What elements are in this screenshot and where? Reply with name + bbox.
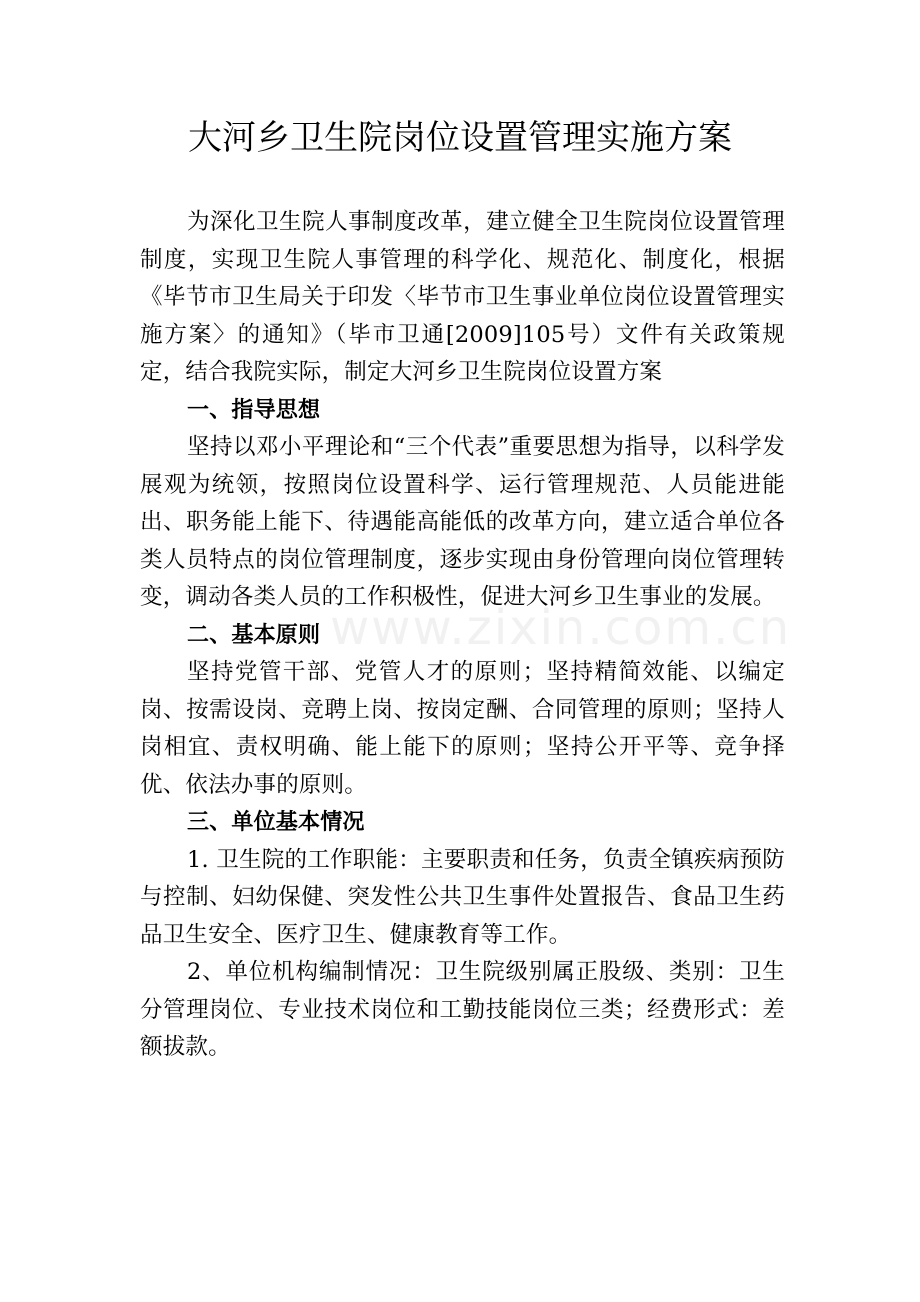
intro-paragraph: 为深化卫生院人事制度改革，建立健全卫生院岗位设置管理制度，实现卫生院人事管理的科学化、规范化、制度化，根据《毕节市卫生局关于印发〈毕节市卫生事业单位岗位设置管理实施方案〉的通知》（毕市卫通[2009]105号）文件有关政策规定，结合我院实际，制定大河乡卫生院岗位设置方案 — [140, 209, 785, 385]
unit-staffing-paragraph: 2、单位机构编制情况：卫生院级别属正股级、类别：卫生分管理岗位、专业技术岗位和工勤技能岗位三类；经费形式：差额拔款。 — [140, 959, 785, 1060]
section-heading-basic-principles: 二、基本原则 — [187, 622, 321, 648]
section-heading-guiding-ideology: 一、指导思想 — [187, 397, 321, 423]
document-body — [140, 204, 785, 1067]
section-heading-unit-basics: 三、单位基本情况 — [187, 810, 365, 835]
watermark: www.zixin.com.cn — [330, 600, 792, 656]
document-title: 大河乡卫生院岗位设置管理实施方案 — [188, 118, 732, 158]
guiding-ideology-paragraph: 坚持以邓小平理论和“三个代表”重要思想为指导，以科学发展观为统领，按照岗位设置科学、运行管理规范、人员能进能出、职务能上能下、待遇能高能低的改革方向，建立适合单位各类人员特点的岗位管理制度，逐步实现由身份管理向岗位管理转变，调动各类人员的工作积极性，促进大河乡卫生事业的发展。 — [140, 434, 785, 610]
unit-functions-paragraph: 1. 卫生院的工作职能：主要职责和任务，负责全镇疾病预防与控制、妇幼保健、突发性公共卫生事件处置报告、食品卫生药品卫生安全、医疗卫生、健康教育等工作。 — [140, 846, 785, 948]
basic-principles-paragraph: 坚持党管干部、党管人才的原则；坚持精简效能、以编定岗、按需设岗、竞聘上岗、按岗定酬、合同管理的原则；坚持人岗相宜、责权明确、能上能下的原则；坚持公开平等、竞争择优、依法办事的原则。 — [140, 659, 785, 798]
